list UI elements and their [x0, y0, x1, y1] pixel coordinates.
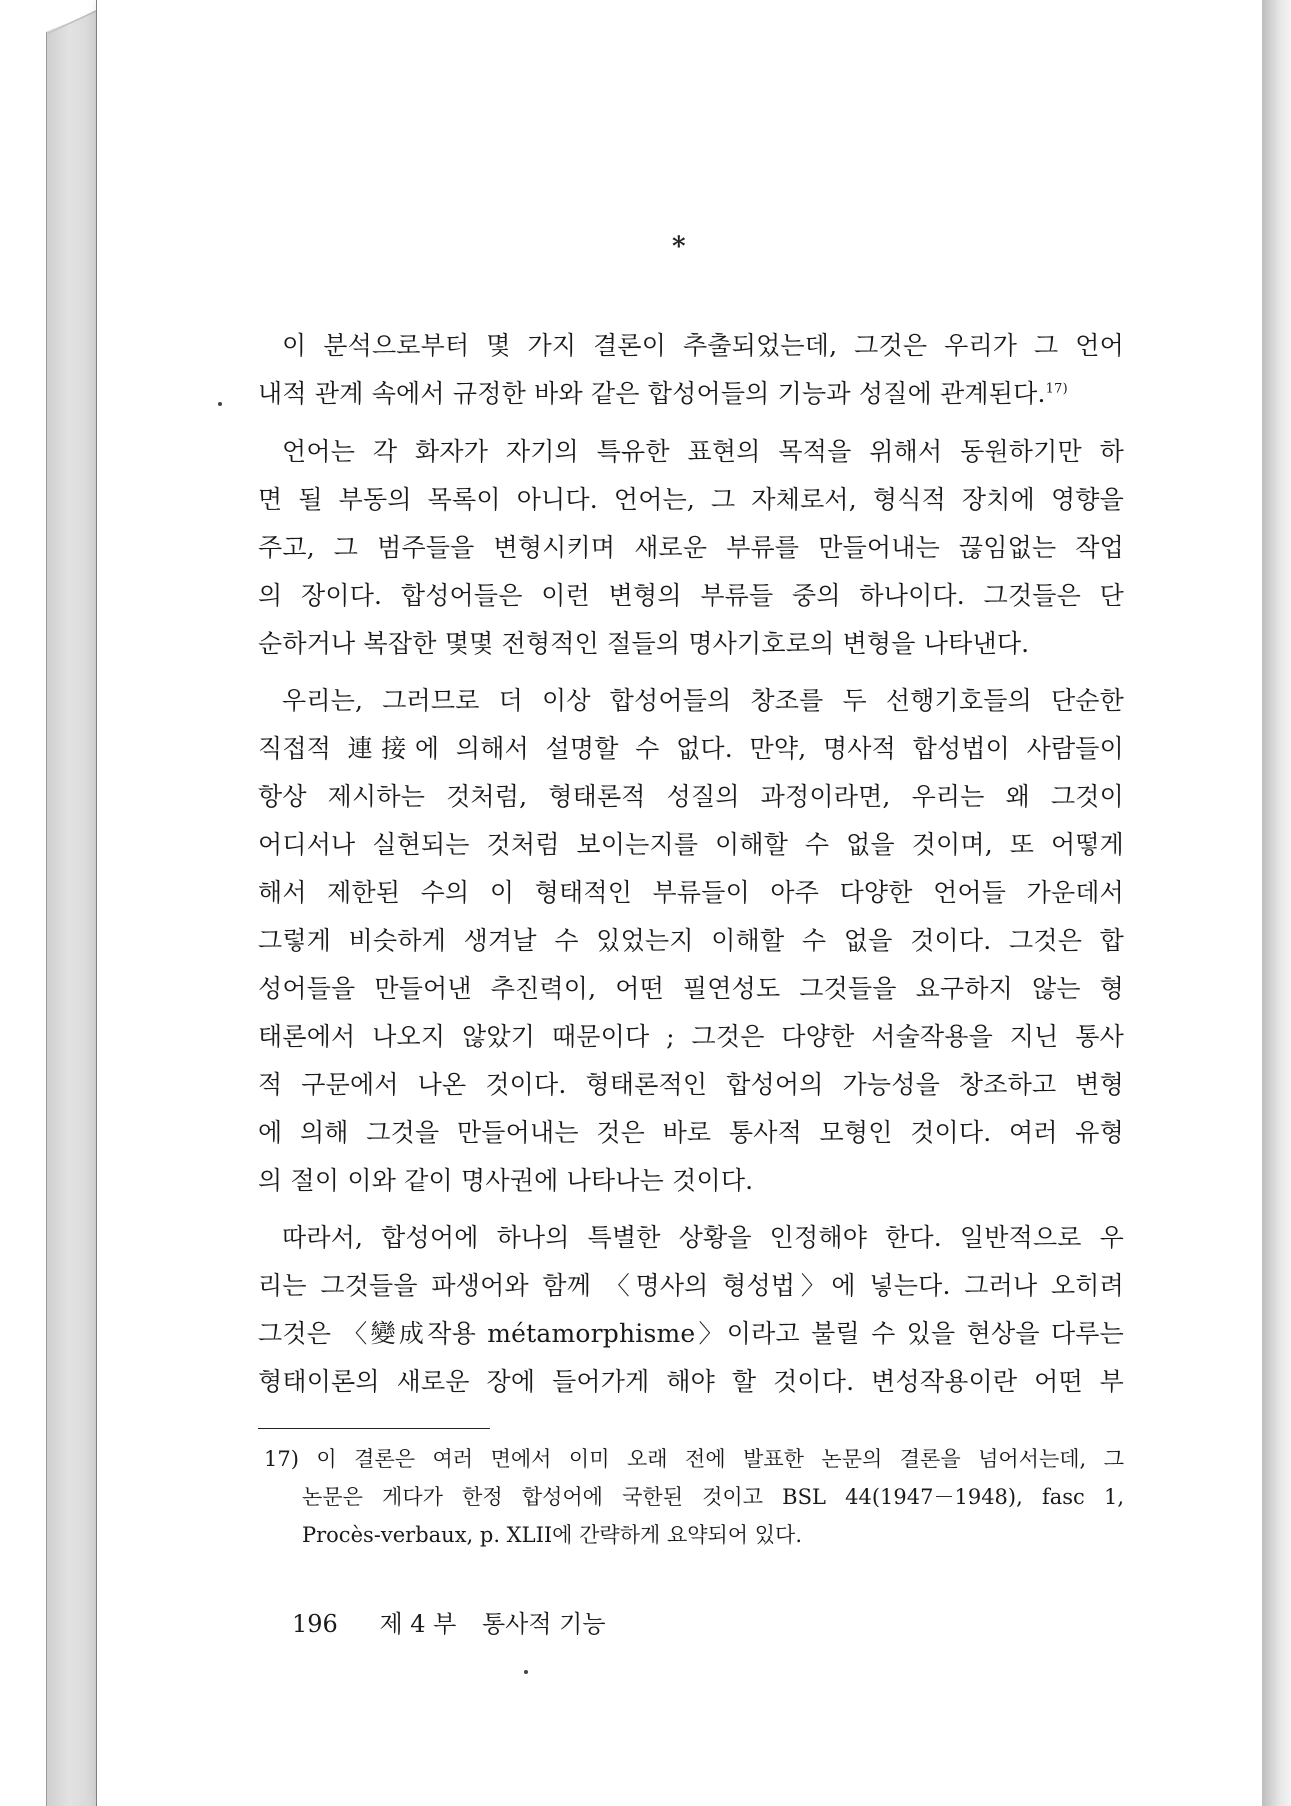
book-spine-edge [46, 10, 98, 1806]
running-footer [292, 1604, 606, 1644]
body-line-text: 내적 관계 속에서 규정한 바와 같은 합성어들의 기능과 성질에 관계된다. [258, 379, 1046, 408]
body-line: 면 될 부동의 목록이 아니다. 언어는, 그 자체로서, 형식적 장치에 영향을 [258, 485, 1124, 514]
body-line: 의 절이 이와 같이 명사권에 나타나는 것이다. [258, 1166, 754, 1195]
body-line: 성어들을 만들어낸 추진력이, 어떤 필연성도 그것들을 요구하지 않는 형 [258, 974, 1124, 1003]
page-number: 196 [292, 1610, 338, 1638]
body-line: 따라서, 합성어에 하나의 특별한 상황을 인정해야 한다. 일반적으로 우 [282, 1223, 1124, 1252]
body-line: 그렇게 비슷하게 생겨날 수 있었는지 이해할 수 없을 것이다. 그것은 합 [258, 926, 1124, 955]
body-line: 우리는, 그러므로 더 이상 합성어들의 창조를 두 선행기호들의 단순한 [282, 686, 1124, 715]
scan-speck [218, 402, 222, 406]
body-line: 그것은 〈變成작용 métamorphisme〉이라고 불릴 수 있을 현상을 다루는 [258, 1319, 1124, 1348]
body-line: 의 장이다. 합성어들은 이런 변형의 부류들 중의 하나이다. 그것들은 단 [258, 581, 1124, 610]
body-line: 해서 제한된 수의 이 형태적인 부류들이 아주 다양한 언어들 가운데서 [258, 878, 1124, 907]
body-line: 리는 그것들을 파생어와 함께 〈명사의 형성법〉에 넣는다. 그러나 오히려 [258, 1271, 1124, 1300]
footnote-ref: 17) [1045, 381, 1068, 397]
body-line: 적 구문에서 나온 것이다. 형태론적인 합성어의 가능성을 창조하고 변형 [258, 1070, 1124, 1099]
body-line: 형태이론의 새로운 장에 들어가게 해야 할 것이다. 변성작용이란 어떤 부 [258, 1367, 1124, 1396]
body-line: 직접적 連接에 의해서 설명할 수 없다. 만약, 명사적 합성법이 사람들이 [258, 734, 1124, 763]
footnote-rule [258, 1428, 490, 1429]
chapter-title: 통사적 기능 [482, 1610, 606, 1638]
footnote-line: 논문은 게다가 한정 합성어에 국한된 것이고 BSL 44(1947－1948), fasc 1, [302, 1485, 1124, 1509]
page-right-shadow [1262, 0, 1291, 1806]
footnote-line: Procès-verbaux, p. XLII에 간략하게 요약되어 있다. [302, 1523, 803, 1547]
body-line: 언어는 각 화자가 자기의 특유한 표현의 목적을 위해서 동원하기만 하 [282, 437, 1124, 466]
body-line: 주고, 그 범주들을 변형시키며 새로운 부류를 만들어내는 끊임없는 작업 [258, 533, 1124, 562]
body-line: 어디서나 실현되는 것처럼 보이는지를 이해할 수 없을 것이며, 또 어떻게 [258, 830, 1124, 859]
footnote-line: 17) 이 결론은 여러 면에서 이미 오래 전에 발표한 논문의 결론을 넘어서는데, 그 [264, 1447, 1124, 1471]
body-line: 에 의해 그것을 만들어내는 것은 바로 통사적 모형인 것이다. 여러 유형 [258, 1118, 1124, 1147]
scan-speck [524, 1670, 528, 1674]
body-line: 태론에서 나오지 않았기 때문이다 ; 그것은 다양한 서술작용을 지닌 통사 [258, 1022, 1124, 1051]
part-label: 제 4 부 [379, 1610, 457, 1638]
body-line: 이 분석으로부터 몇 가지 결론이 추출되었는데, 그것은 우리가 그 언어 [282, 331, 1124, 360]
body-line: 순하거나 복잡한 몇몇 전형적인 절들의 명사기호로의 변형을 나타낸다. [258, 629, 1030, 658]
body-line [258, 370, 1124, 418]
section-separator: * [672, 232, 686, 262]
body-line: 항상 제시하는 것처럼, 형태론적 성질의 과정이라면, 우리는 왜 그것이 [258, 782, 1124, 811]
